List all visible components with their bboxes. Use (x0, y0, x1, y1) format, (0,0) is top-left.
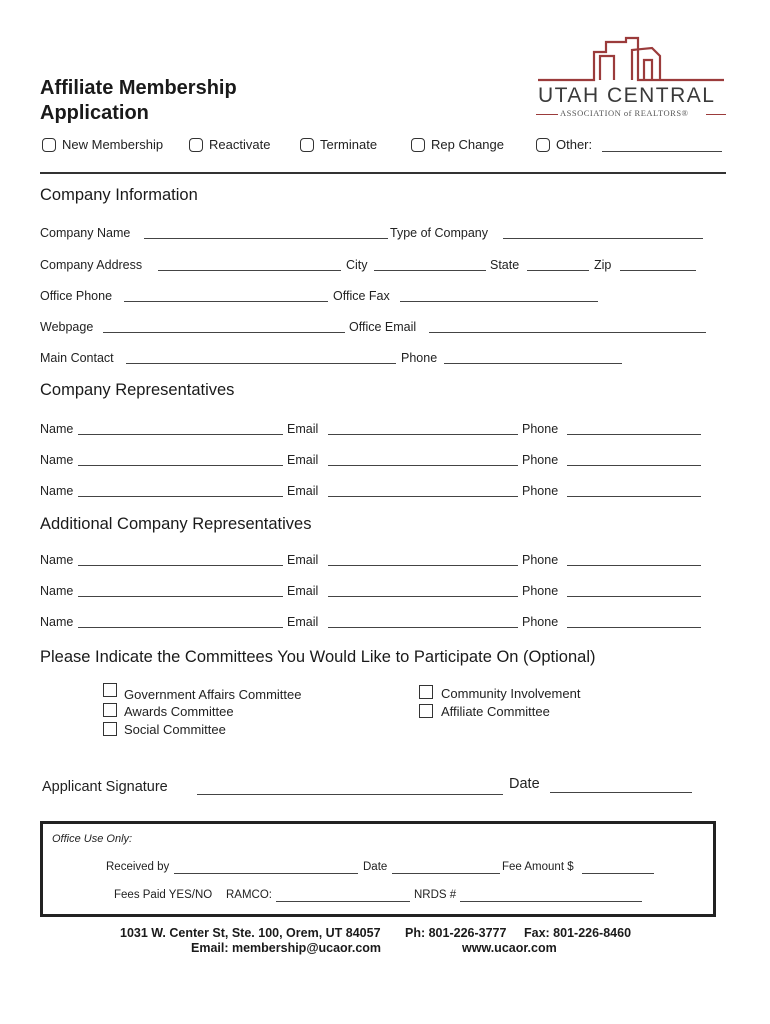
office-row-2 (114, 889, 714, 905)
rep-email-field[interactable] (328, 627, 518, 628)
fee-amount-field[interactable] (582, 873, 654, 874)
logo-rule-left (536, 114, 558, 115)
footer-address: 1031 W. Center St, Ste. 100, Orem, UT 84057 (120, 926, 381, 940)
field-label: Phone (522, 422, 559, 436)
field-label: Email (287, 615, 319, 629)
checkbox[interactable] (42, 138, 56, 152)
rep-email-field[interactable] (328, 596, 518, 597)
row-main-contact (40, 351, 710, 367)
committee-label: Government Affairs Committee (124, 687, 302, 702)
ucaor-logo (534, 34, 728, 124)
office-row-1 (106, 861, 706, 877)
field-label: Email (287, 453, 319, 467)
field-label: Office Fax (333, 289, 390, 303)
committee-label: Social Committee (124, 722, 226, 737)
option-label: Other: (556, 137, 593, 152)
page-title (40, 76, 300, 126)
title-line-1: Affiliate Membership (40, 77, 237, 99)
option-other[interactable] (536, 137, 592, 152)
office-use-box (40, 821, 716, 917)
type-of-company-field[interactable] (503, 238, 703, 239)
field-label: Name (40, 553, 74, 567)
footer-website[interactable]: www.ucaor.com (462, 941, 557, 955)
webpage-field[interactable] (103, 332, 345, 333)
footer-email[interactable]: Email: membership@ucaor.com (191, 941, 382, 955)
committee-label: Community Involvement (441, 686, 581, 701)
field-label: Name (40, 615, 74, 629)
option-terminate[interactable] (300, 137, 377, 152)
office-fax-field[interactable] (400, 301, 598, 302)
rep-row (40, 615, 710, 631)
rep-email-field[interactable] (328, 434, 518, 435)
field-label: Fees Paid YES/NO (114, 889, 213, 901)
field-label: Email (287, 553, 319, 567)
field-label: Phone (522, 553, 559, 567)
signature-row (42, 776, 712, 799)
field-label: Type of Company (390, 226, 488, 240)
logo-wordmark: UTAH CENTRAL (538, 84, 716, 107)
company-address-field[interactable] (158, 270, 341, 271)
field-label: Fee Amount $ (502, 861, 574, 873)
ramco-field[interactable] (276, 901, 410, 902)
section-committees: Please Indicate the Committees You Would Like to Participate On (Optional) (40, 648, 596, 666)
field-label: Main Contact (40, 351, 114, 365)
rep-name-field[interactable] (78, 465, 283, 466)
logo-subtext: ASSOCIATION of REALTORS® (560, 108, 689, 118)
row-office-phone (40, 289, 710, 305)
main-contact-field[interactable] (126, 363, 396, 364)
office-date-field[interactable] (392, 873, 500, 874)
field-label: Name (40, 422, 74, 436)
field-label: Office Email (349, 320, 417, 334)
office-phone-field[interactable] (124, 301, 328, 302)
rep-row (40, 453, 710, 469)
field-label: Applicant Signature (42, 779, 168, 795)
section-company-info: Company Information (40, 186, 198, 204)
field-label: Email (287, 422, 319, 436)
option-label: Rep Change (431, 137, 504, 152)
field-label: Email (287, 584, 319, 598)
rep-name-field[interactable] (78, 596, 283, 597)
rep-name-field[interactable] (78, 565, 283, 566)
rep-name-field[interactable] (78, 496, 283, 497)
committee-checkbox[interactable] (103, 722, 117, 736)
rep-row (40, 584, 710, 600)
field-label: RAMCO: (226, 889, 272, 901)
rep-name-field[interactable] (78, 434, 283, 435)
field-label: Name (40, 484, 74, 498)
committee-label: Awards Committee (124, 704, 234, 719)
company-name-field[interactable] (144, 238, 388, 239)
rep-row (40, 422, 710, 438)
option-label: New Membership (62, 137, 164, 152)
field-label: Received by (106, 861, 170, 873)
logo-rule-right (706, 114, 726, 115)
rep-phone-field[interactable] (567, 565, 701, 566)
title-line-2: Application (40, 102, 149, 124)
field-label: Name (40, 584, 74, 598)
rep-phone-field[interactable] (567, 596, 701, 597)
row-company-address (40, 258, 710, 274)
rep-email-field[interactable] (328, 496, 518, 497)
office-use-heading: Office Use Only: (52, 833, 133, 845)
membership-type-options (42, 137, 732, 157)
field-label: Webpage (40, 320, 94, 334)
option-label: Terminate (320, 137, 378, 152)
rep-phone-field[interactable] (567, 465, 701, 466)
office-email-field[interactable] (429, 332, 706, 333)
applicant-signature-field[interactable] (197, 794, 503, 795)
checkbox[interactable] (189, 138, 203, 152)
committee-checkbox[interactable] (419, 704, 433, 718)
rep-email-field[interactable] (328, 565, 518, 566)
rep-row (40, 553, 710, 569)
rep-email-field[interactable] (328, 465, 518, 466)
field-label: Phone (522, 484, 559, 498)
field-label: Office Phone (40, 289, 113, 303)
nrds-field[interactable] (460, 901, 642, 902)
field-label: Phone (401, 351, 438, 365)
rep-phone-field[interactable] (567, 627, 701, 628)
city-field[interactable] (374, 270, 486, 271)
rep-phone-field[interactable] (567, 434, 701, 435)
committee-label: Affiliate Committee (441, 704, 550, 719)
row-company-name (40, 226, 710, 242)
buildings-logo-icon (534, 34, 728, 84)
section-additional-reps: Additional Company Representatives (40, 515, 312, 533)
field-label: State (490, 258, 520, 272)
other-field[interactable] (602, 151, 722, 152)
field-label: Email (287, 484, 319, 498)
field-label: Company Address (40, 258, 143, 272)
checkbox[interactable] (411, 138, 425, 152)
rep-name-field[interactable] (78, 627, 283, 628)
field-label: Phone (522, 615, 559, 629)
header-divider (40, 172, 726, 174)
row-webpage (40, 320, 710, 336)
checkbox[interactable] (536, 138, 550, 152)
field-label: Date (509, 776, 540, 792)
option-label: Reactivate (209, 137, 271, 152)
field-label: Name (40, 453, 74, 467)
field-label: Date (363, 861, 388, 873)
committee-checkbox[interactable] (103, 683, 117, 697)
zip-field[interactable] (620, 270, 696, 271)
footer-fax: Fax: 801-226-8460 (524, 926, 632, 940)
committee-checkbox[interactable] (419, 685, 433, 699)
contact-phone-field[interactable] (444, 363, 622, 364)
field-label: Company Name (40, 226, 131, 240)
rep-row (40, 484, 710, 500)
field-label: City (346, 258, 368, 272)
option-new-membership[interactable] (42, 137, 163, 152)
signature-date-field[interactable] (550, 792, 692, 793)
field-label: NRDS # (414, 889, 457, 901)
committee-checkbox[interactable] (103, 703, 117, 717)
field-label: Phone (522, 453, 559, 467)
rep-phone-field[interactable] (567, 496, 701, 497)
field-label: Zip (594, 258, 612, 272)
section-company-reps: Company Representatives (40, 381, 235, 399)
state-field[interactable] (527, 270, 589, 271)
option-rep-change[interactable] (411, 137, 504, 152)
option-reactivate[interactable] (189, 137, 270, 152)
field-label: Phone (522, 584, 559, 598)
checkbox[interactable] (300, 138, 314, 152)
footer-phone: Ph: 801-226-3777 (405, 926, 507, 940)
received-by-field[interactable] (174, 873, 358, 874)
